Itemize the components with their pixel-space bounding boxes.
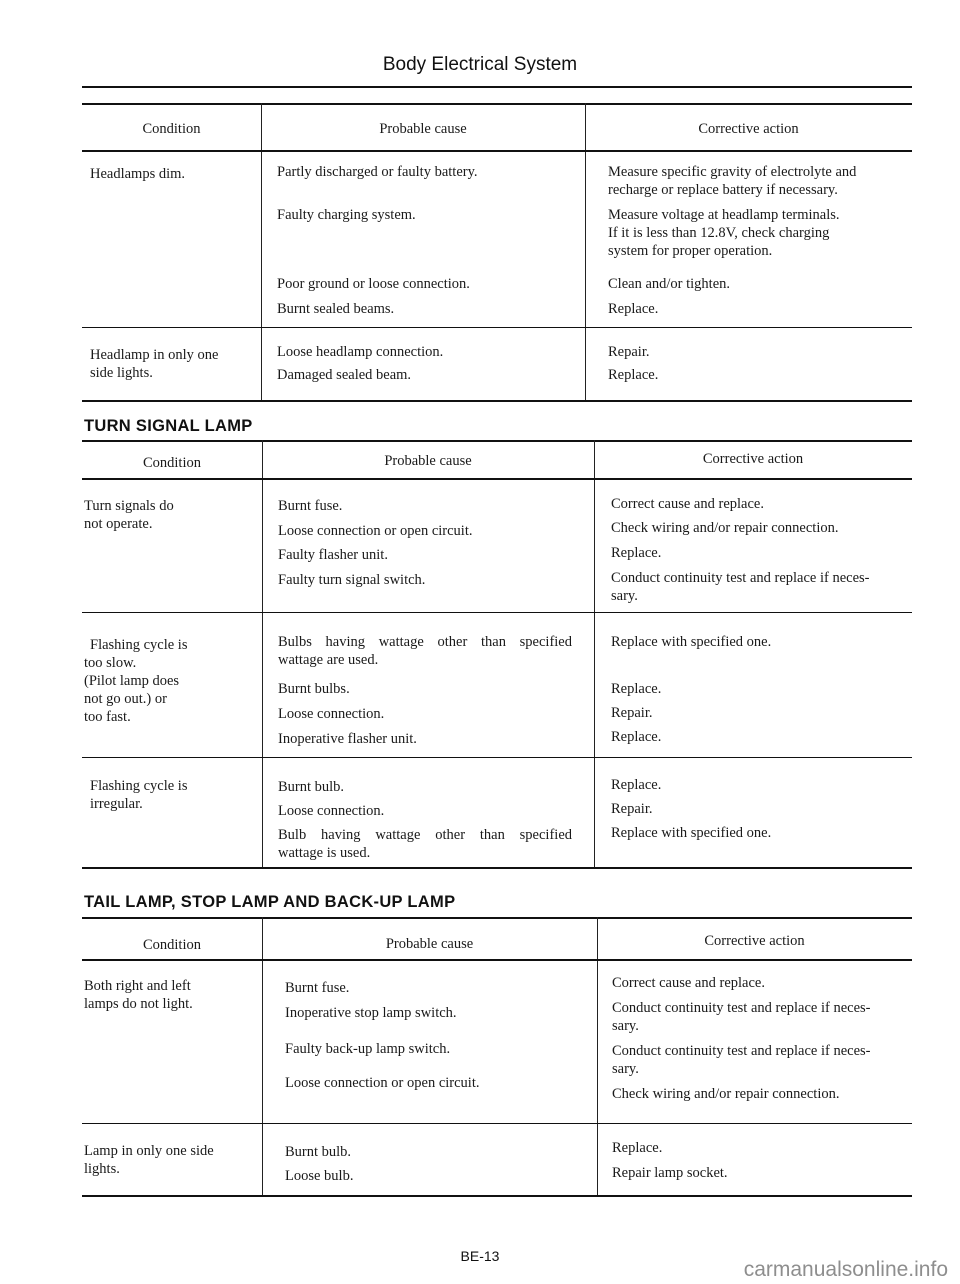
column-header-cause: Probable cause bbox=[379, 121, 467, 137]
cause-cell: Faulty charging system. bbox=[277, 207, 416, 223]
action-cell: Replace. bbox=[612, 1140, 663, 1156]
cause-cell: Loose connection or open circuit. bbox=[285, 1075, 480, 1091]
action-cell: Repair lamp socket. bbox=[612, 1165, 728, 1181]
action-cell: sary. bbox=[612, 1018, 639, 1034]
row-rule bbox=[82, 327, 912, 328]
column-divider bbox=[594, 440, 595, 867]
table-top-rule bbox=[82, 917, 912, 919]
action-cell: sary. bbox=[611, 588, 638, 604]
header-rule bbox=[82, 150, 912, 152]
cause-cell: Loose connection. bbox=[278, 706, 385, 722]
action-cell: Conduct continuity test and replace if neces- bbox=[612, 1043, 871, 1059]
cause-cell: Loose bulb. bbox=[285, 1168, 354, 1184]
row-rule bbox=[82, 1123, 912, 1124]
action-cell: Replace. bbox=[611, 777, 662, 793]
watermark: carmanualsonline.info bbox=[743, 1258, 948, 1281]
condition-cell: irregular. bbox=[90, 796, 143, 812]
condition-cell: lamps do not light. bbox=[84, 996, 193, 1012]
tail-lamp-table bbox=[82, 917, 912, 1197]
page-header: Body Electrical System bbox=[382, 54, 578, 75]
cause-cell: Poor ground or loose connection. bbox=[277, 276, 470, 292]
column-header-condition: Condition bbox=[142, 937, 201, 953]
action-cell: Replace. bbox=[611, 681, 662, 697]
section-title-tail-lamp: TAIL LAMP, STOP LAMP AND BACK-UP LAMP bbox=[84, 893, 456, 911]
column-header-action: Corrective action bbox=[702, 451, 804, 467]
column-header-action: Corrective action bbox=[698, 121, 799, 137]
action-cell: Replace. bbox=[611, 545, 662, 561]
cause-cell: Bulb having wattage other than specified bbox=[278, 827, 572, 843]
section-title-turn-signal: TURN SIGNAL LAMP bbox=[84, 417, 253, 435]
header-rule bbox=[82, 478, 912, 480]
cause-cell: Inoperative flasher unit. bbox=[278, 731, 417, 747]
header-rule bbox=[82, 86, 912, 88]
row-rule bbox=[82, 612, 912, 613]
column-divider bbox=[261, 103, 262, 400]
action-cell: Measure specific gravity of electrolyte and bbox=[608, 164, 857, 180]
action-cell: Check wiring and/or repair connection. bbox=[611, 520, 839, 536]
condition-cell: Turn signals do bbox=[84, 498, 174, 514]
condition-cell: Flashing cycle is bbox=[90, 637, 188, 653]
action-cell: Check wiring and/or repair connection. bbox=[612, 1086, 840, 1102]
column-header-condition: Condition bbox=[142, 121, 201, 137]
headlamp-table bbox=[82, 103, 912, 403]
condition-cell: Headlamp in only one bbox=[90, 347, 219, 363]
action-cell: Clean and/or tighten. bbox=[608, 276, 731, 292]
cause-cell: Loose connection or open circuit. bbox=[278, 523, 473, 539]
condition-cell: Flashing cycle is bbox=[90, 778, 188, 794]
cause-cell: wattage are used. bbox=[278, 652, 379, 668]
condition-cell: not go out.) or bbox=[84, 691, 167, 707]
cause-cell: Burnt bulb. bbox=[278, 779, 345, 795]
row-rule bbox=[82, 757, 912, 758]
column-divider bbox=[585, 103, 586, 400]
column-header-cause: Probable cause bbox=[384, 453, 472, 469]
cause-cell: Burnt fuse. bbox=[285, 980, 350, 996]
action-cell: Conduct continuity test and replace if neces- bbox=[611, 570, 870, 586]
table-top-rule bbox=[82, 440, 912, 442]
cause-cell: Partly discharged or faulty battery. bbox=[277, 164, 478, 180]
condition-cell: Lamp in only one side bbox=[84, 1143, 214, 1159]
cause-cell: Loose connection. bbox=[278, 803, 385, 819]
cause-cell: Faulty flasher unit. bbox=[278, 547, 388, 563]
cause-cell: Loose headlamp connection. bbox=[277, 344, 444, 360]
action-cell: Replace. bbox=[608, 367, 659, 383]
cause-cell: Bulbs having wattage other than specified bbox=[278, 634, 572, 650]
turn-signal-table bbox=[82, 440, 912, 870]
column-divider bbox=[262, 440, 263, 867]
action-cell: Correct cause and replace. bbox=[611, 496, 764, 512]
column-header-cause: Probable cause bbox=[385, 936, 474, 952]
condition-cell: Both right and left bbox=[84, 978, 191, 994]
table-top-rule bbox=[82, 103, 912, 105]
cause-cell: Faulty back-up lamp switch. bbox=[285, 1041, 451, 1057]
action-cell: If it is less than 12.8V, check charging bbox=[608, 225, 830, 241]
table-bottom-rule bbox=[82, 867, 912, 869]
action-cell: Repair. bbox=[611, 801, 653, 817]
action-cell: Repair. bbox=[611, 705, 653, 721]
header-rule bbox=[82, 959, 912, 961]
action-cell: system for proper operation. bbox=[608, 243, 773, 259]
cause-cell: wattage is used. bbox=[278, 845, 371, 861]
cause-cell: Burnt sealed beams. bbox=[277, 301, 395, 317]
action-cell: Repair. bbox=[608, 344, 650, 360]
condition-cell: lights. bbox=[84, 1161, 120, 1177]
cause-cell: Damaged sealed beam. bbox=[277, 367, 412, 383]
column-header-condition: Condition bbox=[142, 455, 201, 471]
condition-cell: too fast. bbox=[84, 709, 131, 725]
action-cell: Conduct continuity test and replace if neces- bbox=[612, 1000, 871, 1016]
action-cell: recharge or replace battery if necessary. bbox=[608, 182, 838, 198]
condition-cell: too slow. bbox=[84, 655, 137, 671]
cause-cell: Burnt bulbs. bbox=[278, 681, 350, 697]
condition-cell: not operate. bbox=[84, 516, 153, 532]
cause-cell: Burnt bulb. bbox=[285, 1144, 352, 1160]
condition-cell: side lights. bbox=[90, 365, 153, 381]
action-cell: Replace with specified one. bbox=[611, 634, 772, 650]
action-cell: Correct cause and replace. bbox=[612, 975, 765, 991]
column-header-action: Corrective action bbox=[704, 933, 805, 949]
cause-cell: Faulty turn signal switch. bbox=[278, 572, 426, 588]
condition-cell: Headlamps dim. bbox=[90, 166, 186, 182]
action-cell: Replace. bbox=[611, 729, 662, 745]
action-cell: Replace. bbox=[608, 301, 659, 317]
cause-cell: Burnt fuse. bbox=[278, 498, 343, 514]
cause-cell: Inoperative stop lamp switch. bbox=[285, 1005, 457, 1021]
action-cell: Replace with specified one. bbox=[611, 825, 772, 841]
page-number: BE-13 bbox=[460, 1248, 500, 1264]
table-bottom-rule bbox=[82, 400, 912, 402]
action-cell: Measure voltage at headlamp terminals. bbox=[608, 207, 840, 223]
table-bottom-rule bbox=[82, 1195, 912, 1197]
action-cell: sary. bbox=[612, 1061, 639, 1077]
condition-cell: (Pilot lamp does bbox=[84, 673, 180, 689]
